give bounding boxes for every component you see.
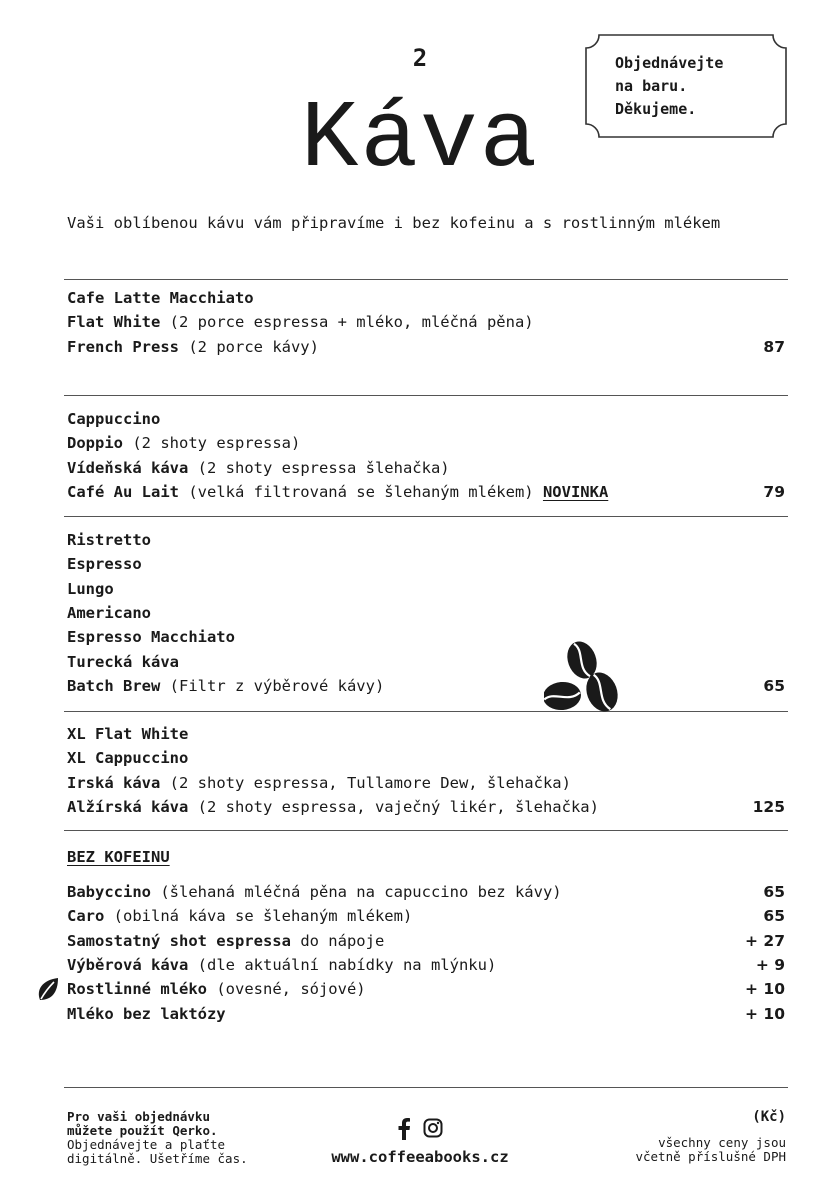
footer-divider [64,1087,788,1088]
decaf-section-heading: BEZ KOFEINU [67,848,170,866]
section-divider [64,395,788,396]
group-price: 125 [752,797,785,816]
menu-item-price: + 10 [745,980,785,999]
menu-item [67,483,787,507]
menu-item-name: Cappuccino [67,410,161,428]
menu-item-description: (velká filtrovaná se šlehaným mlékem) [188,482,534,501]
menu-item-name: Espresso Macchiato [67,628,235,647]
menu-item-description: (ovesné, sójové) [216,980,366,999]
menu-item [67,628,787,652]
decaf-menu-item [67,907,787,931]
section-divider [64,830,788,831]
group-price: 87 [763,337,785,356]
menu-item-name: Espresso [67,555,142,574]
menu-item-description: do nápoje [300,931,385,950]
menu-item-description: (2 shoty espressa šlehačka) [197,458,450,477]
group-price: 79 [763,482,785,501]
menu-item [67,555,787,579]
menu-item-name: Výběrová káva [67,955,189,974]
section-divider [64,711,788,712]
menu-item [67,459,787,483]
section-divider [64,516,788,517]
menu-item-name: French Press [67,337,179,356]
menu-item-price: 65 [763,883,785,901]
decaf-menu-item [67,932,787,956]
menu-item [67,798,787,822]
footer-price-info [635,1110,786,1164]
group-price: 65 [763,676,785,695]
menu-item [67,774,787,798]
decaf-menu-item [67,956,787,980]
menu-item-name: Alžírská káva [67,797,189,816]
menu-item-description: (dle aktuální nabídky na mlýnku) [197,955,497,974]
menu-item-price: + 9 [755,955,785,974]
footer-qerko-line3: Objednávejte a plaťte [67,1137,226,1152]
leaf-icon [36,976,60,1002]
new-badge: NOVINKA [542,482,609,501]
menu-item-price: + 10 [745,1004,785,1023]
order-at-bar-notice [585,34,787,138]
menu-item-name: Doppio [67,434,123,453]
menu-item-price: + 27 [745,931,785,950]
menu-item-name: XL Cappuccino [67,749,189,768]
footer-qerko-line2: můžete použít Qerko. [67,1123,218,1138]
footer-qerko-line4: digitálně. Ušetříme čas. [67,1151,248,1166]
menu-item-description: (obilná káva se šlehaným mlékem) [113,907,413,926]
menu-item-name: Irská káva [67,773,161,792]
menu-item-name: Turecká káva [67,652,179,671]
vat-note-line2: včetně příslušné DPH [635,1149,786,1164]
menu-item [67,289,787,313]
menu-item-name: Vídeňská káva [67,458,189,477]
decaf-menu-item [67,883,787,907]
menu-item-name: Batch Brew [67,676,161,695]
menu-item-name: Babyccino [67,883,151,901]
menu-item [67,604,787,628]
menu-item-description: (2 shoty espressa, vaječný likér, šlehačka) [197,797,599,816]
menu-item-name: Ristretto [67,531,151,549]
menu-item-price: 65 [763,907,785,926]
menu-item-name: Americano [67,603,151,622]
coffee-beans-icon [544,640,624,716]
footer-qerko-line1: Pro vaši objednávku [67,1109,210,1124]
menu-item [67,677,787,701]
menu-item [67,531,787,555]
menu-item-description: (šlehaná mléčná pěna na capuccino bez kávy) [160,883,562,901]
menu-item-name: Cafe Latte Macchiato [67,289,254,307]
page-title: Káva [300,85,540,194]
menu-item-description: (2 shoty espressa) [132,434,301,453]
social-icons [300,1118,540,1142]
facebook-icon[interactable] [397,1118,411,1140]
vat-note-line1: všechny ceny jsou [658,1135,786,1150]
menu-item-description: (2 porce espressa + mléko, mléčná pěna) [169,313,534,332]
menu-item [67,410,787,434]
page-number: 2 [412,44,428,72]
menu-item [67,338,787,362]
menu-item [67,580,787,604]
section-divider [64,279,788,280]
decaf-menu-item [67,1005,787,1029]
currency-label: (Kč) [752,1109,786,1125]
instagram-icon[interactable] [423,1118,443,1138]
menu-item-name: Caro [67,907,105,926]
menu-item-description: (Filtr z výběrové kávy) [169,676,385,695]
decaf-menu-item [67,980,787,1004]
menu-item-name: Samostatný shot espressa [67,931,291,950]
menu-subtitle: Vaši oblíbenou kávu vám připravíme i bez kofeinu a s rostlinným mlékem [67,214,721,232]
menu-item [67,653,787,677]
menu-item-description: (2 shoty espressa, Tullamore Dew, šlehačka) [169,773,571,792]
website-link[interactable]: www.coffeeabooks.cz [331,1148,509,1166]
menu-item [67,725,787,749]
menu-item-name: XL Flat White [67,725,189,743]
menu-item-description: (2 porce kávy) [188,337,319,356]
menu-item-name: Mléko bez laktózy [67,1004,226,1023]
footer-contact [300,1118,540,1166]
menu-item [67,313,787,337]
footer-qerko-info [67,1110,248,1166]
notice-text: Objednávejte na baru. Děkujeme. [615,54,724,118]
menu-item [67,434,787,458]
menu-item-name: Rostlinné mléko [67,980,207,999]
menu-item [67,749,787,773]
menu-item-name: Café Au Lait [67,482,179,501]
menu-item-name: Flat White [67,313,161,332]
menu-item-name: Lungo [67,579,114,598]
